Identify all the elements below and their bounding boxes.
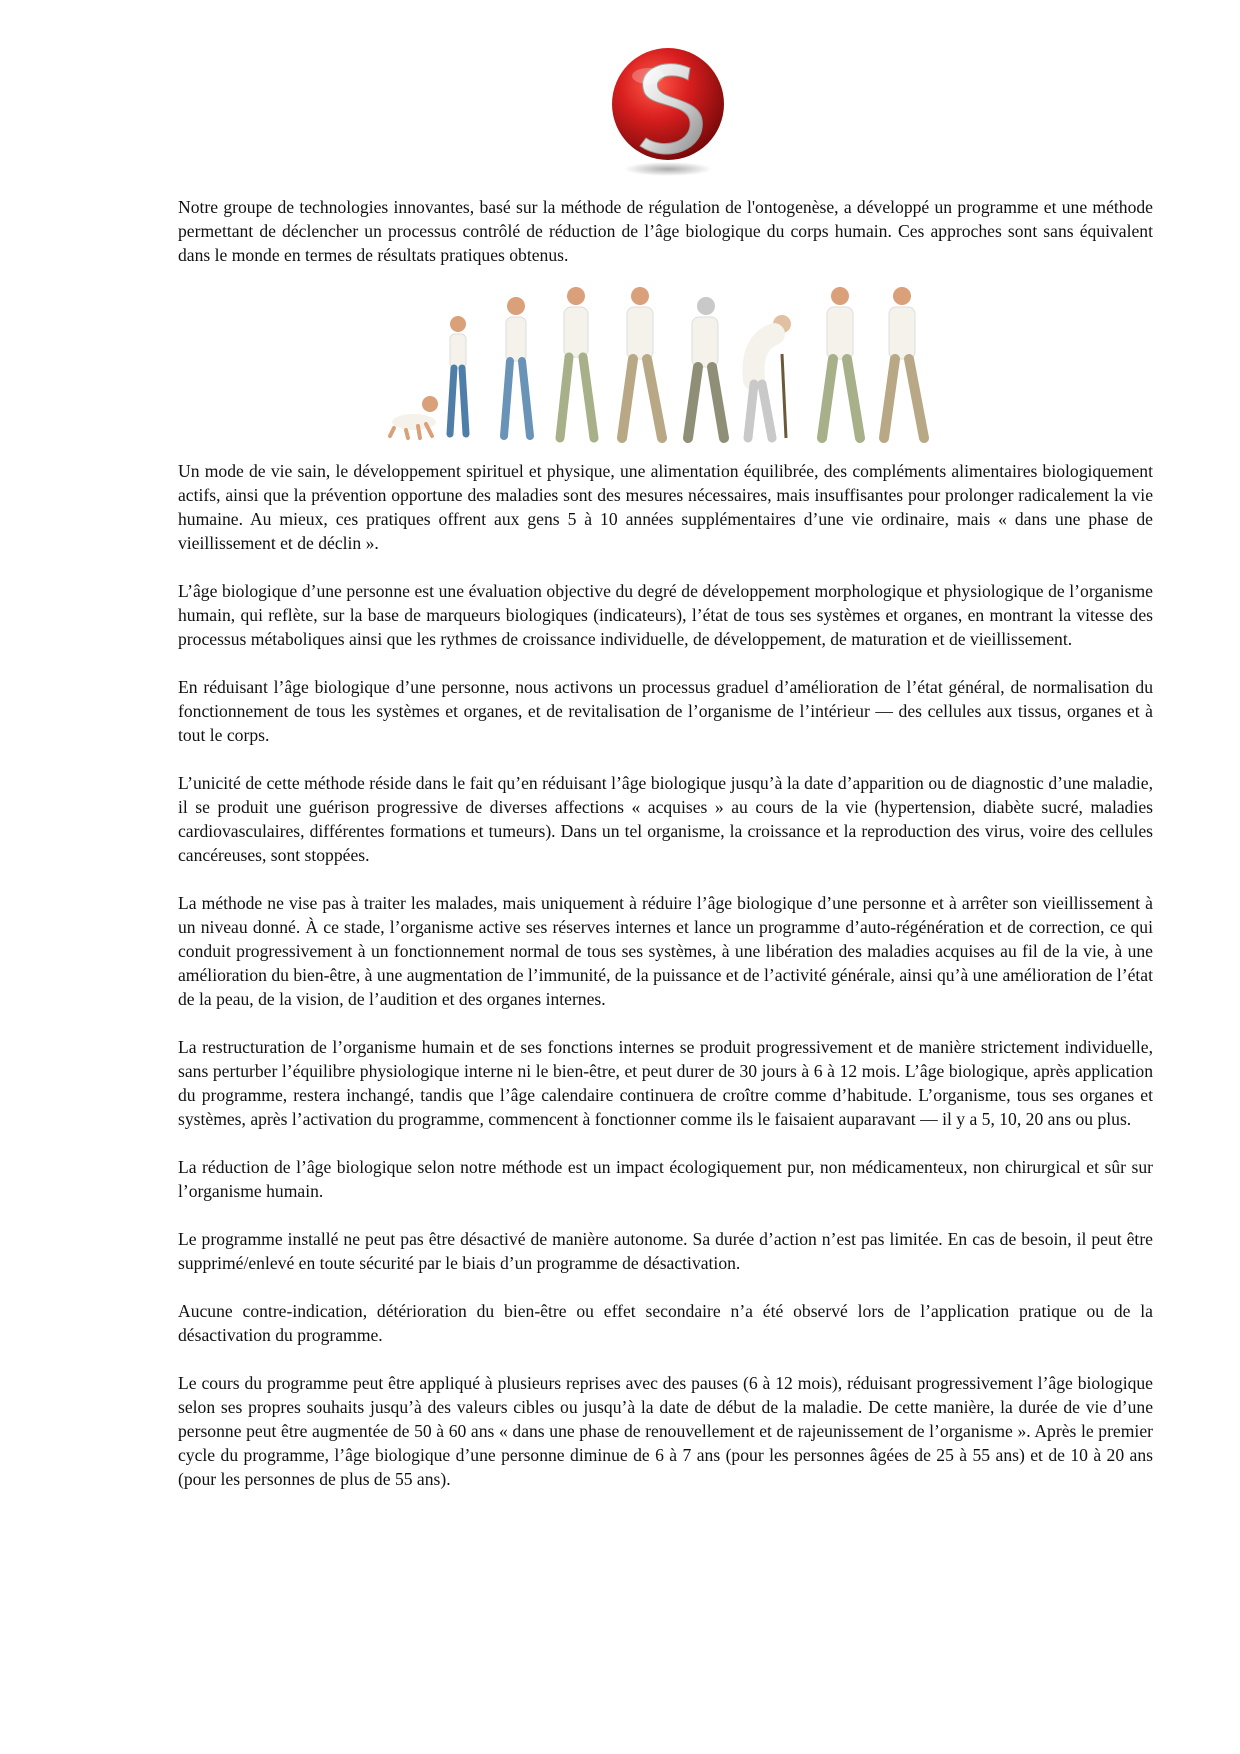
paragraph: Un mode de vie sain, le développement spirituel et physique, une alimentation équilibrée, des compléments alimentaires biologiquement actifs, ainsi que la prévention opportune des maladies sont des mesures nécessaires, mais insuffisantes pour prolonger radicalement la vie humaine. Au mieux, ces pratiques offrent aux gens 5 à 10 années supplémentaires d’une vie ordinaire, mais « dans une phase de vieillissement et de déclin ». (178, 461, 1153, 553)
paragraph: Le programme installé ne peut pas être désactivé de manière autonome. Sa durée d’action n’est pas limitée. En cas de besoin, il peut être supprimé/enlevé en toute sécurité par le biais d’un programme de désactivation. (178, 1229, 1153, 1273)
figure-baby (390, 396, 438, 438)
figure-renewed-adult-2 (884, 287, 924, 438)
paragraph: La restructuration de l’organisme humain et de ses fonctions internes se produit progressivement et de manière strictement individuelle, sans perturber l’équilibre physiologique interne ni le bien-être, et peut durer de 30 jours à 6 à 12 mois. L’âge biologique, après application du programme, restera inchangé, tandis que l’âge calendaire continuera de croître comme d’habitude. L’organisme, tous ses organes et systèmes, après l’activation du programme, commencent à fonctionner comme ils le faisaient auparavant — il y a 5, 10, 20 ans ou plus. (178, 1037, 1153, 1129)
paragraph: L’âge biologique d’une personne est une évaluation objective du degré de développement morphologique et physiologique de l’organisme humain, qui reflète, sur la base de marqueurs biologiques (indicateurs), l’état de tous ses systèmes et organes, en montrant la vitesse des processus métaboliques ainsi que les rythmes de croissance individuelle, de développement, de maturation et de vieillissement. (178, 581, 1153, 649)
figure-elderly (748, 315, 791, 438)
figure-adult (622, 287, 662, 438)
figure-renewed-adult (822, 287, 860, 438)
paragraph: Aucune contre-indication, détérioration du bien-être ou effet secondaire n’a été observé lors de l’application pratique ou de la désactivation du programme. (178, 1301, 1153, 1345)
figure-middle-aged (688, 297, 724, 438)
intro-paragraph: Notre groupe de technologies innovantes, basé sur la méthode de régulation de l'ontogenèse, a développé un programme et une méthode permettant de déclencher un processus contrôlé de réduction de l’âge biologique du corps humain. Ces approches sont sans équivalent dans le monde en termes de résultats pratiques obtenus. (178, 197, 1153, 265)
figure-child (504, 297, 530, 436)
figure-teen (560, 287, 594, 438)
paragraph: La méthode ne vise pas à traiter les malades, mais uniquement à réduire l’âge biologique d’une personne et à arrêter son vieillissement à un niveau donné. À ce stade, l’organisme active ses réserves internes et lance un programme d’auto-régénération et de correction, ce qui conduit progressivement à un fonctionnement normal de tous ses systèmes, à une libération des maladies acquises au fil de la vie, à une amélioration du bien-être, à une augmentation de l’immunité, de la puissance et de l’activité générale, ainsi qu’à une amélioration de l’état de la peau, de la vision, de l’audition et des organes internes. (178, 893, 1153, 1009)
s-logo-icon (604, 42, 732, 178)
figure-toddler (450, 316, 466, 434)
human-life-stages-illustration (370, 284, 970, 444)
paragraph: Le cours du programme peut être appliqué à plusieurs reprises avec des pauses (6 à 12 mois), réduisant progressivement l’âge biologique selon ses propres souhaits jusqu’à des valeurs cibles ou jusqu’à la date de début de la maladie. De cette manière, la durée de vie d’une personne peut être augmentée de 50 à 60 ans « dans une phase de renouvellement et de rajeunissement de l’organisme ». Après le premier cycle du programme, l’âge biologique d’une personne diminue de 6 à 7 ans (pour les personnes âgées de 25 à 55 ans) et de 10 à 20 ans (pour les personnes de plus de 55 ans). (178, 1373, 1153, 1489)
paragraph: En réduisant l’âge biologique d’une personne, nous activons un processus graduel d’amélioration de l’état général, de normalisation du fonctionnement de tous les systèmes et organes, et de revitalisation de l’organisme de l’intérieur — des cellules aux tissus, organes et à tout le corps. (178, 677, 1153, 745)
paragraph: L’unicité de cette méthode réside dans le fait qu’en réduisant l’âge biologique jusqu’à la date d’apparition ou de diagnostic d’une maladie, il se produit une guérison progressive de diverses affections « acquises » au cours de la vie (hypertension, diabète sucré, maladies cardiovasculaires, différentes formations et tumeurs). Dans un tel organisme, la croissance et la reproduction des virus, voire des cellules cancéreuses, sont stoppées. (178, 773, 1153, 865)
paragraph: La réduction de l’âge biologique selon notre méthode est un impact écologiquement pur, non médicamenteux, non chirurgical et sûr sur l’organisme humain. (178, 1157, 1153, 1201)
body-text (178, 459, 1153, 1515)
